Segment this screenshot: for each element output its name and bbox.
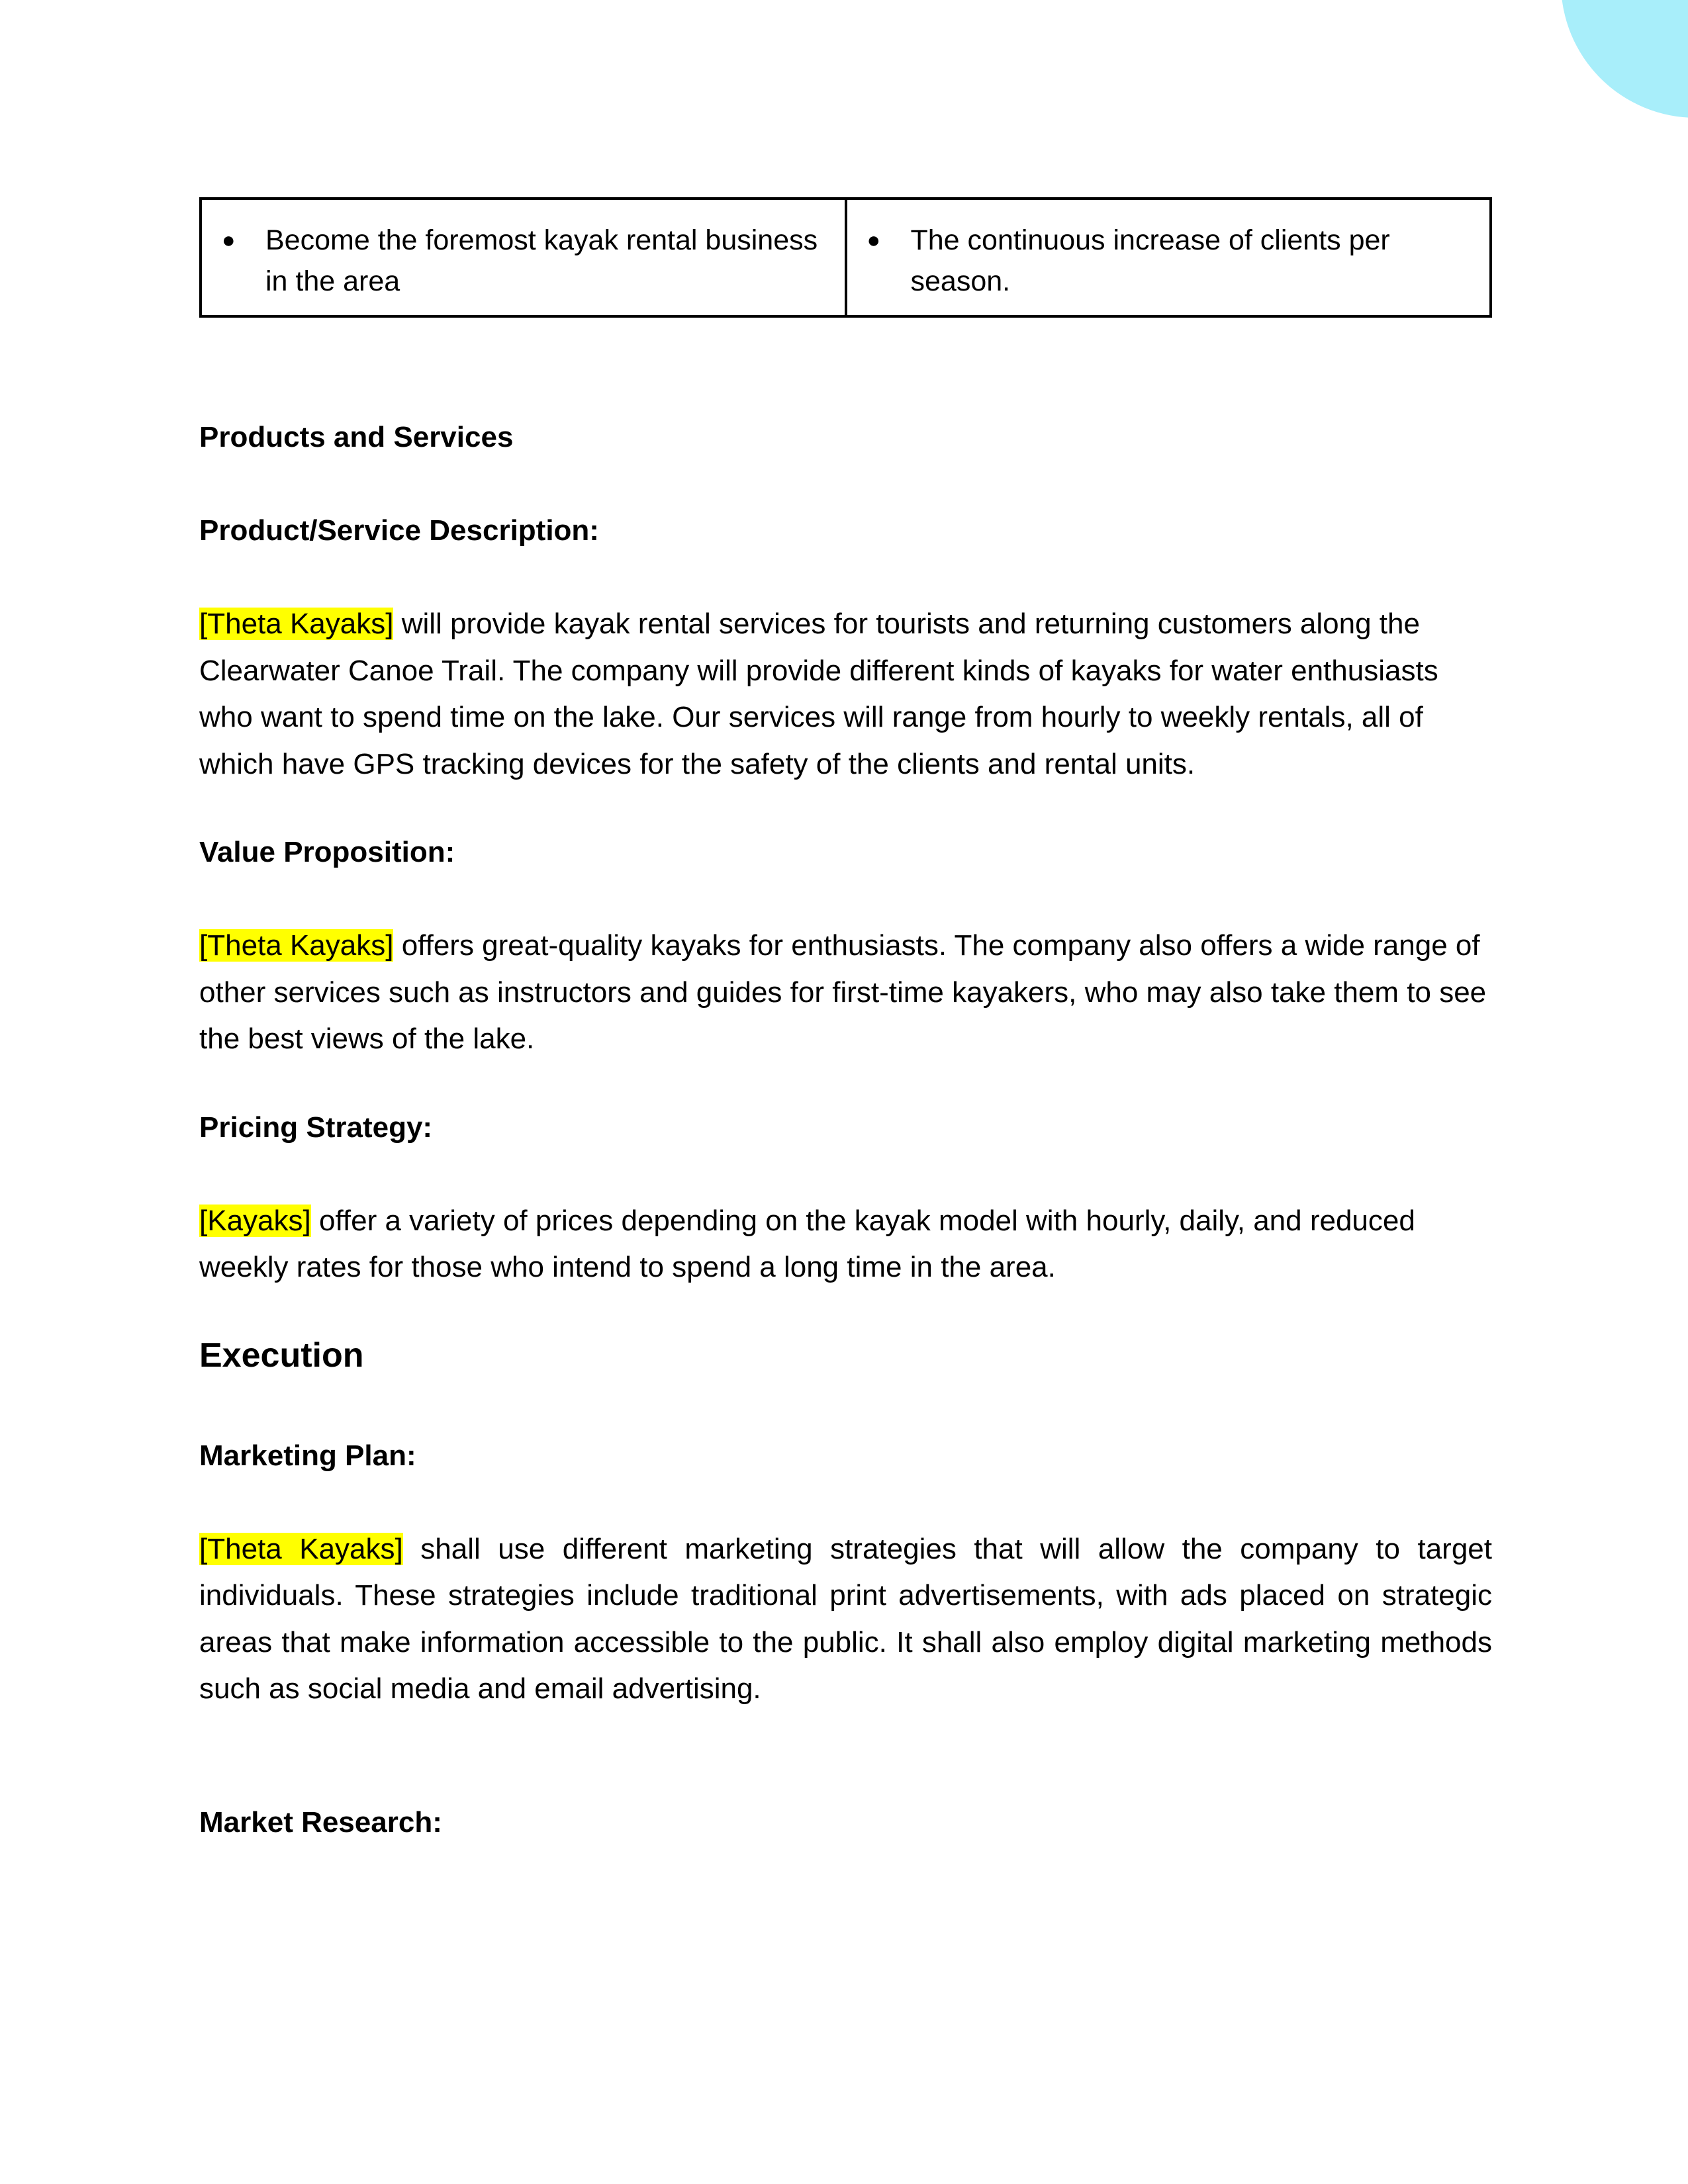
company-name-highlight: [Theta Kayaks] bbox=[199, 608, 394, 640]
marketing-label: Marketing Plan: bbox=[199, 1439, 416, 1472]
goal-text: Become the foremost kayak rental business in the area bbox=[265, 224, 818, 297]
description-paragraph bbox=[199, 601, 1492, 788]
company-name-highlight: [Theta Kayaks] bbox=[199, 929, 394, 962]
value-label: Value Proposition: bbox=[199, 836, 455, 868]
value-text: offers great-quality kayaks for enthusiasts. The company also offers a wide range of other services such as instructors and guides for first-time kayakers, who may also take them to see the best views of the lake. bbox=[199, 929, 1487, 1055]
marketing-paragraph bbox=[199, 1526, 1492, 1713]
bullet-icon: ● bbox=[867, 228, 881, 253]
market-research-label: Market Research: bbox=[199, 1805, 442, 1839]
table-cell-left bbox=[201, 199, 846, 316]
execution-title: Execution bbox=[199, 1336, 364, 1375]
products-services-title: Products and Services bbox=[199, 421, 514, 453]
table-row bbox=[201, 199, 1491, 316]
marketing-text: shall use different marketing strategies that will allow the company to target individuals. These strategies include traditional print advertisements, with ads placed on strategic areas that make information accessible to the public. It shall also employ digital marketing methods such as social media and email advertising. bbox=[199, 1532, 1493, 1705]
document-body bbox=[199, 197, 1492, 1843]
product-name-highlight: [Kayaks] bbox=[199, 1204, 311, 1237]
pricing-paragraph bbox=[199, 1198, 1492, 1291]
pricing-label: Pricing Strategy: bbox=[199, 1111, 433, 1144]
bullet-icon: ● bbox=[222, 228, 236, 253]
value-paragraph bbox=[199, 923, 1492, 1063]
company-name-highlight: [Theta Kayaks] bbox=[199, 1532, 403, 1565]
description-text: will provide kayak rental services for tourists and returning customers along the Clearwater Canoe Trail. The company will provide different kinds of kayaks for water enthusiasts who want to spend time on the lake. Our services will range from hourly to weekly rentals, all of which have GPS tracking devices for the safety of the clients and rental units. bbox=[199, 608, 1438, 780]
description-label: Product/Service Description: bbox=[199, 514, 599, 547]
objective-text: The continuous increase of clients per season. bbox=[910, 224, 1390, 297]
pricing-text: offer a variety of prices depending on the kayak model with hourly, daily, and reduced weekly rates for those who intend to spend a long time in the area. bbox=[199, 1204, 1415, 1283]
goals-table bbox=[199, 197, 1492, 318]
table-cell-right bbox=[846, 199, 1491, 316]
corner-decoration-circle bbox=[1561, 0, 1688, 118]
